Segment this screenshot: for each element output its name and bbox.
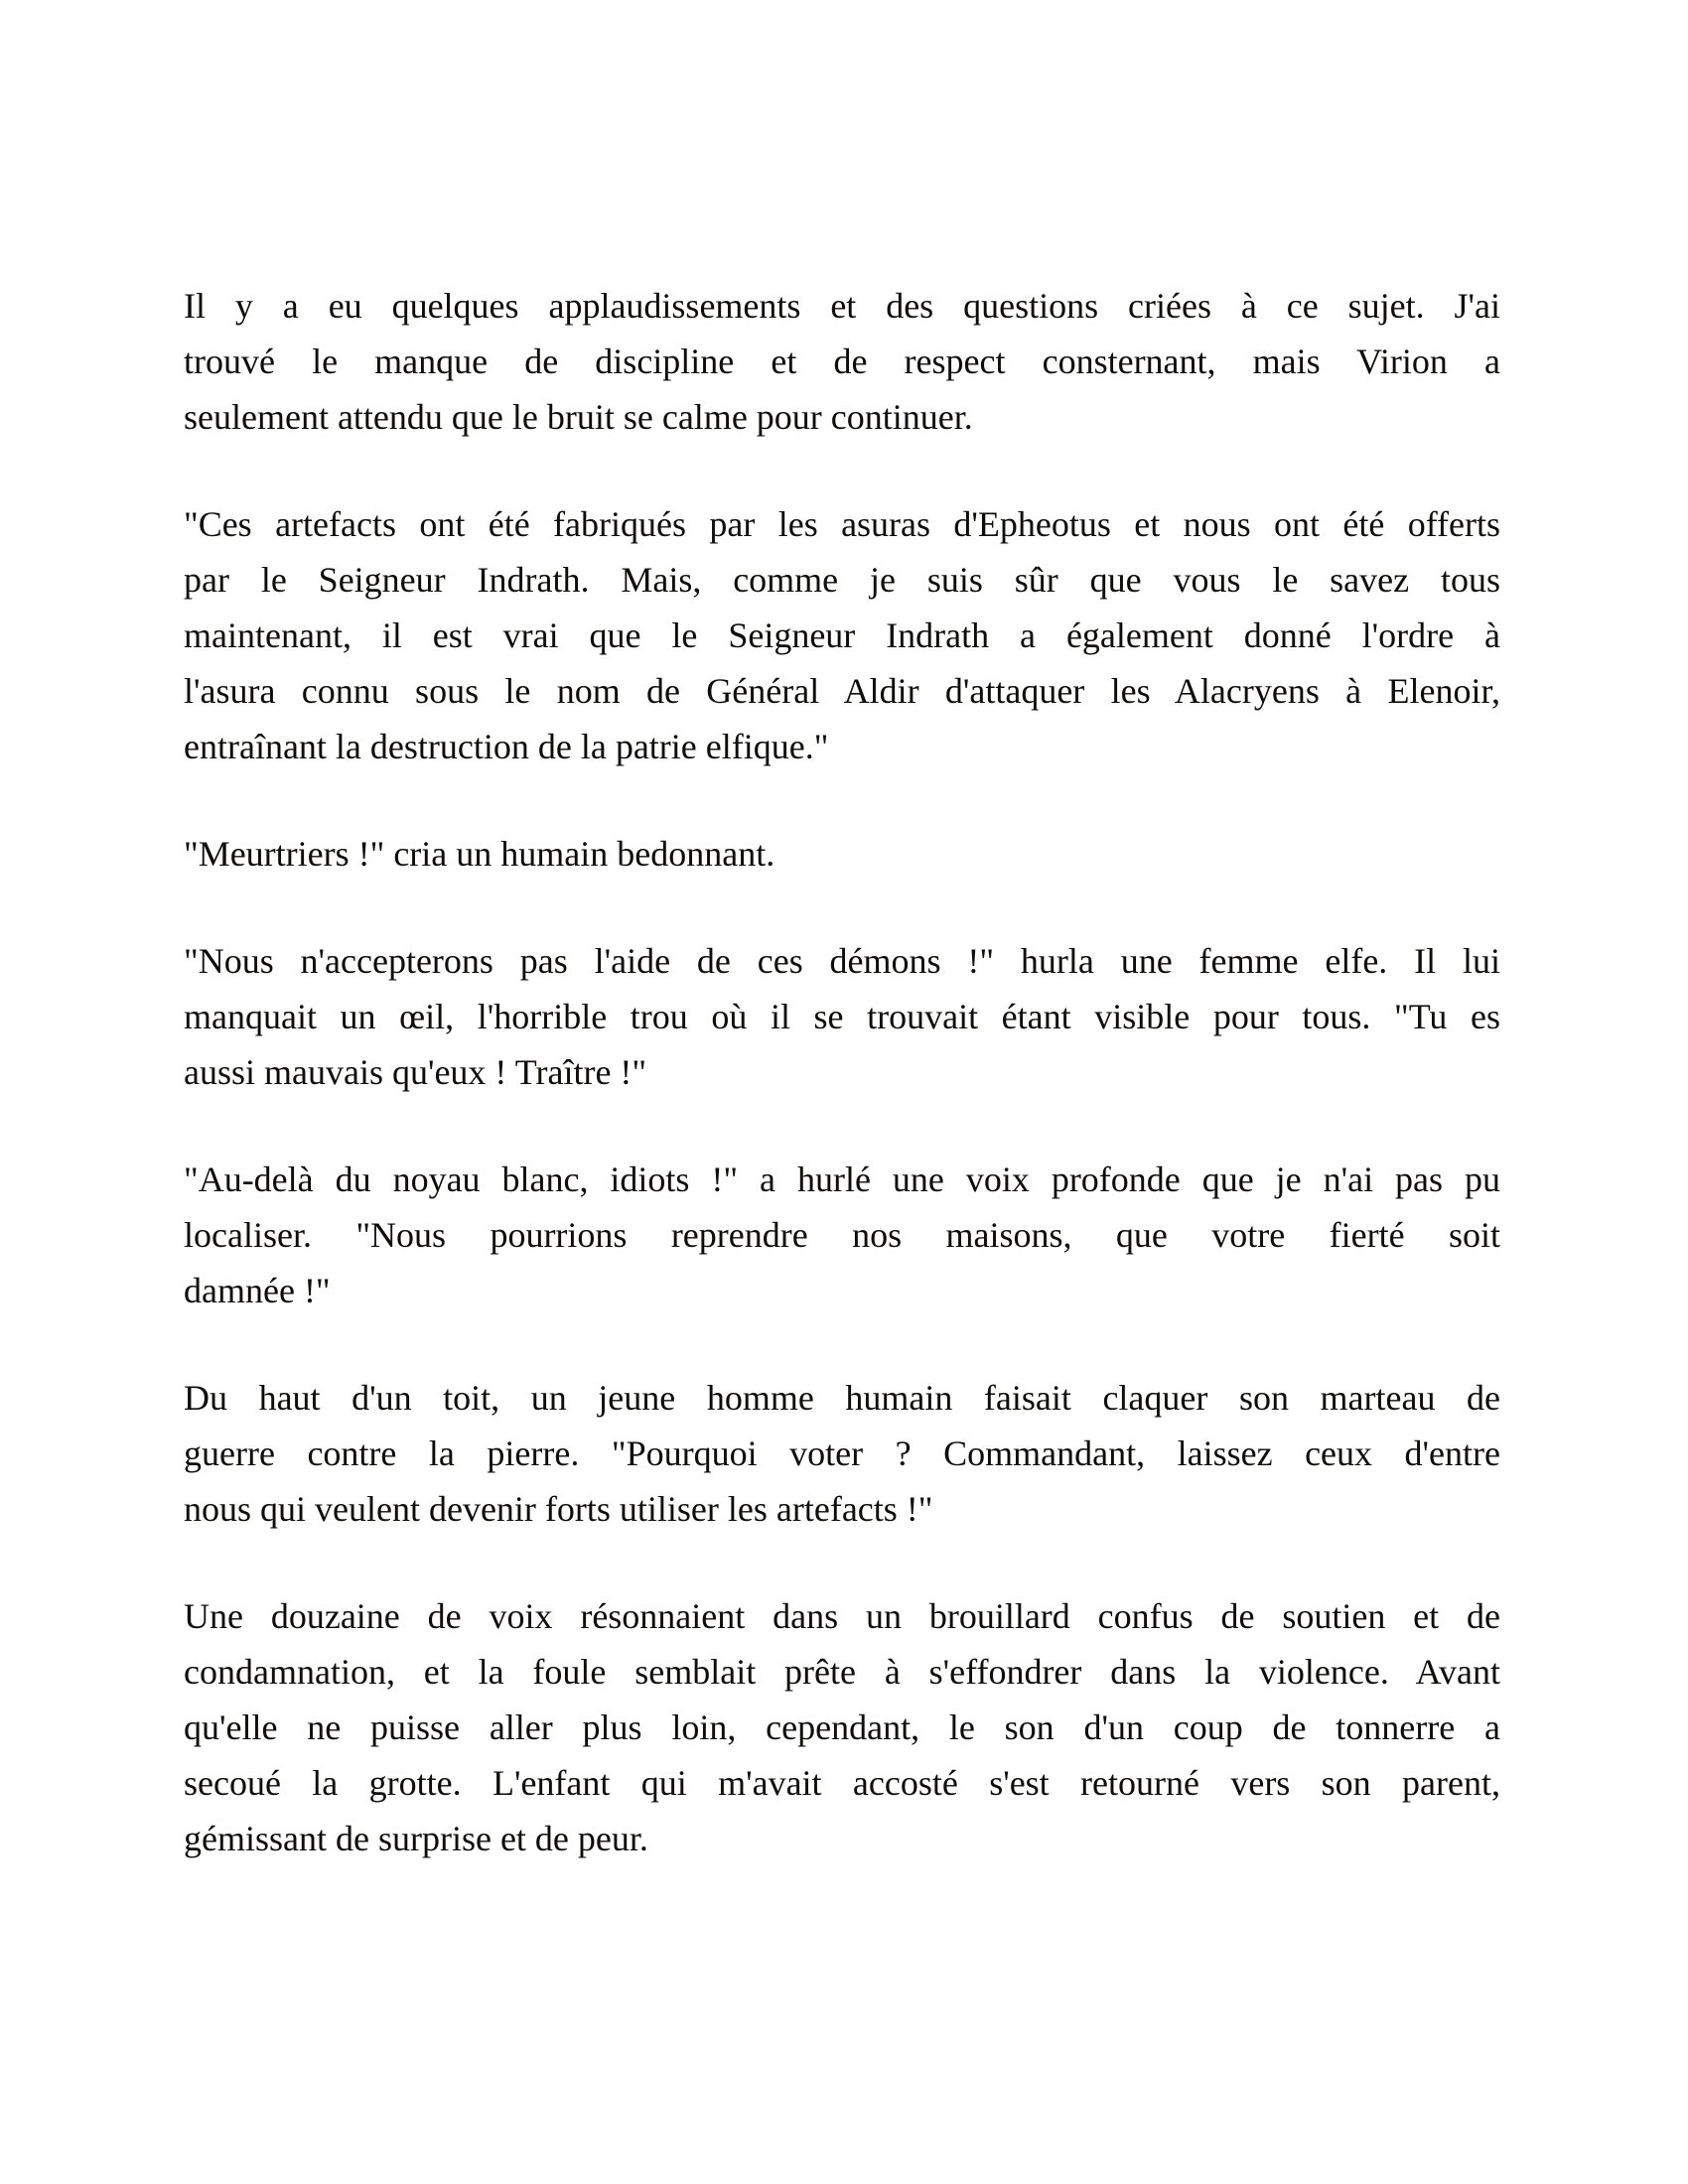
text-line: trouvé le manque de discipline et de respect consternant, mais Virion a [184, 341, 1500, 381]
text-line: nous qui veulent devenir forts utiliser les artefacts !" [184, 1489, 933, 1529]
text-line: Il y a eu quelques applaudissements et des questions criées à ce sujet. J'ai [184, 286, 1500, 326]
paragraph-3 [184, 826, 1500, 882]
text-line: secoué la grotte. L'enfant qui m'avait accosté s'est retourné vers son parent, [184, 1763, 1500, 1803]
text-block [184, 278, 1500, 1918]
text-line: qu'elle ne puisse aller plus loin, cependant, le son d'un coup de tonnerre a [184, 1707, 1500, 1747]
text-line: "Nous n'accepterons pas l'aide de ces démons !" hurla une femme elfe. Il lui [184, 941, 1500, 981]
text-line: damnée !" [184, 1271, 331, 1310]
paragraph-7 [184, 1588, 1500, 1866]
paragraph-6 [184, 1370, 1500, 1537]
text-line: aussi mauvais qu'eux ! Traître !" [184, 1052, 647, 1092]
paragraph-1 [184, 278, 1500, 445]
paragraph-2 [184, 496, 1500, 774]
text-line: par le Seigneur Indrath. Mais, comme je suis sûr que vous le savez tous [184, 560, 1500, 600]
paragraph-4 [184, 933, 1500, 1100]
text-line: maintenant, il est vrai que le Seigneur Indrath a également donné l'ordre à [184, 615, 1500, 655]
text-line: condamnation, et la foule semblait prête à s'effondrer dans la violence. Avant [184, 1652, 1500, 1692]
text-line: guerre contre la pierre. "Pourquoi voter ? Commandant, laissez ceux d'entre [184, 1433, 1500, 1473]
text-line: Du haut d'un toit, un jeune homme humain faisait claquer son marteau de [184, 1378, 1500, 1418]
text-line: seulement attendu que le bruit se calme pour continuer. [184, 397, 973, 437]
text-line: manquait un œil, l'horrible trou où il se trouvait étant visible pour tous. "Tu es [184, 997, 1500, 1036]
text-line: "Au-delà du noyau blanc, idiots !" a hurlé une voix profonde que je n'ai pas pu [184, 1160, 1500, 1199]
text-line: l'asura connu sous le nom de Général Aldir d'attaquer les Alacryens à Elenoir, [184, 671, 1500, 711]
text-line: entraînant la destruction de la patrie elfique." [184, 727, 829, 766]
text-line: gémissant de surprise et de peur. [184, 1819, 648, 1858]
text-line: "Meurtriers !" cria un humain bedonnant. [184, 834, 775, 874]
paragraph-5 [184, 1152, 1500, 1318]
text-line: Une douzaine de voix résonnaient dans un brouillard confus de soutien et de [184, 1596, 1500, 1636]
text-line: "Ces artefacts ont été fabriqués par les asuras d'Epheotus et nous ont été offerts [184, 504, 1500, 544]
text-line: localiser. "Nous pourrions reprendre nos maisons, que votre fierté soit [184, 1215, 1500, 1255]
